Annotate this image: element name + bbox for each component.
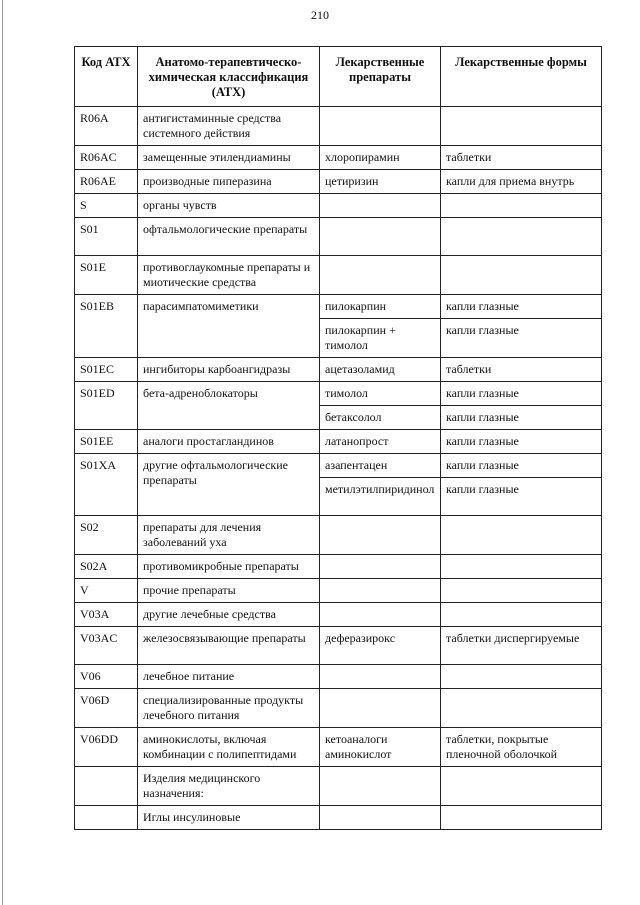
atx-table — [74, 46, 602, 830]
table-row — [75, 358, 602, 382]
table-row — [75, 603, 602, 627]
header-atx-code: Код АТХ — [75, 47, 138, 107]
atx-class-cell: ингибиторы карбоангидразы — [138, 358, 320, 382]
atx-class-cell: аналоги простагландинов — [138, 430, 320, 454]
drug-name-cell: бетаксолол — [320, 406, 441, 430]
drug-name-cell — [320, 603, 441, 627]
table-row — [75, 806, 602, 830]
table-header — [75, 47, 602, 107]
atx-class-cell: противоглаукомные препараты и миотические средства — [138, 256, 320, 295]
atx-code-cell: V — [75, 579, 138, 603]
drug-name-cell: латанопрост — [320, 430, 441, 454]
dosage-form-cell: капли глазные — [441, 478, 602, 516]
table-row — [75, 689, 602, 728]
atx-class-cell: прочие препараты — [138, 579, 320, 603]
atx-class-cell: аминокислоты, включая комбинации с полипептидами — [138, 728, 320, 767]
dosage-form-cell — [441, 603, 602, 627]
atx-class-cell: специализированные продукты лечебного питания — [138, 689, 320, 728]
atx-class-cell: антигистаминные средства системного действия — [138, 107, 320, 146]
atx-code-cell: S01ED — [75, 382, 138, 430]
atx-class-cell: противомикробные препараты — [138, 555, 320, 579]
dosage-form-cell: капли глазные — [441, 454, 602, 478]
drug-name-cell: тимолол — [320, 382, 441, 406]
atx-code-cell: R06AE — [75, 170, 138, 194]
drug-name-cell: пилокарпин — [320, 295, 441, 319]
dosage-form-cell — [441, 516, 602, 555]
dosage-form-cell: капли глазные — [441, 382, 602, 406]
header-dosage-forms: Лекарственные формы — [441, 47, 602, 107]
drug-name-cell: метилэтилпиридинол — [320, 478, 441, 516]
dosage-form-cell: капли глазные — [441, 319, 602, 358]
dosage-form-cell — [441, 107, 602, 146]
drug-name-cell: хлоропирамин — [320, 146, 441, 170]
atx-code-cell: V06DD — [75, 728, 138, 767]
dosage-form-cell — [441, 767, 602, 806]
dosage-form-cell: капли для приема внутрь — [441, 170, 602, 194]
atx-class-cell: органы чувств — [138, 194, 320, 218]
atx-code-cell: S01E — [75, 256, 138, 295]
atx-code-cell: S01XA — [75, 454, 138, 516]
dosage-form-cell — [441, 256, 602, 295]
dosage-form-cell: капли глазные — [441, 295, 602, 319]
drug-name-cell — [320, 107, 441, 146]
table-row — [75, 194, 602, 218]
table-row — [75, 218, 602, 256]
drug-name-cell — [320, 516, 441, 555]
table-row — [75, 146, 602, 170]
atx-class-cell: Изделия медицинского назначения: — [138, 767, 320, 806]
dosage-form-cell: таблетки — [441, 358, 602, 382]
atx-code-cell: V03A — [75, 603, 138, 627]
drug-name-cell: пилокарпин + тимолол — [320, 319, 441, 358]
atx-code-cell: S02 — [75, 516, 138, 555]
atx-code-cell: S01EB — [75, 295, 138, 358]
drug-name-cell — [320, 194, 441, 218]
dosage-form-cell — [441, 194, 602, 218]
table-row — [75, 728, 602, 767]
table-row — [75, 627, 602, 665]
table-row — [75, 107, 602, 146]
atx-code-cell: V06 — [75, 665, 138, 689]
dosage-form-cell — [441, 806, 602, 830]
dosage-form-cell: таблетки, покрытые пленочной оболочкой — [441, 728, 602, 767]
header-drugs: Лекарственные препараты — [320, 47, 441, 107]
atx-class-cell: замещенные этилендиамины — [138, 146, 320, 170]
table-row — [75, 555, 602, 579]
drug-name-cell — [320, 579, 441, 603]
atx-class-cell: лечебное питание — [138, 665, 320, 689]
atx-class-cell: другие офтальмологические препараты — [138, 454, 320, 516]
table-row — [75, 665, 602, 689]
table-row — [75, 295, 602, 319]
atx-code-cell: S01EE — [75, 430, 138, 454]
atx-class-cell: другие лечебные средства — [138, 603, 320, 627]
atx-class-cell: парасимпатомиметики — [138, 295, 320, 358]
drug-name-cell: ацетазоламид — [320, 358, 441, 382]
atx-class-cell: Иглы инсулиновые — [138, 806, 320, 830]
drug-name-cell — [320, 806, 441, 830]
table-row — [75, 516, 602, 555]
dosage-form-cell: таблетки диспергируемые — [441, 627, 602, 665]
drug-name-cell — [320, 256, 441, 295]
table-row — [75, 256, 602, 295]
drug-name-cell — [320, 689, 441, 728]
atx-code-cell: R06AC — [75, 146, 138, 170]
table-row — [75, 382, 602, 406]
atx-class-cell: препараты для лечения заболеваний уха — [138, 516, 320, 555]
table-body — [75, 107, 602, 830]
atx-code-cell — [75, 806, 138, 830]
drug-name-cell: цетиризин — [320, 170, 441, 194]
table-row — [75, 767, 602, 806]
drug-name-cell: кетоаналоги аминокислот — [320, 728, 441, 767]
atx-code-cell: S01 — [75, 218, 138, 256]
dosage-form-cell — [441, 579, 602, 603]
drug-name-cell — [320, 555, 441, 579]
atx-code-cell: V03AC — [75, 627, 138, 665]
atx-code-cell — [75, 767, 138, 806]
atx-class-cell: производные пиперазина — [138, 170, 320, 194]
atx-code-cell: S — [75, 194, 138, 218]
atx-code-cell: S02A — [75, 555, 138, 579]
drug-name-cell — [320, 218, 441, 256]
drug-name-cell: деферазирокс — [320, 627, 441, 665]
header-atx-classification: Анатомо-терапевтическо-химическая классификация (АТХ) — [138, 47, 320, 107]
drug-name-cell: азапентацен — [320, 454, 441, 478]
dosage-form-cell — [441, 665, 602, 689]
dosage-form-cell — [441, 555, 602, 579]
drug-name-cell — [320, 767, 441, 806]
atx-code-cell: R06A — [75, 107, 138, 146]
table-row — [75, 170, 602, 194]
table-row — [75, 454, 602, 478]
page-number: 210 — [311, 8, 329, 22]
dosage-form-cell: таблетки — [441, 146, 602, 170]
dosage-form-cell — [441, 218, 602, 256]
atx-code-cell: S01EC — [75, 358, 138, 382]
drug-name-cell — [320, 665, 441, 689]
header-row — [75, 47, 602, 107]
dosage-form-cell: капли глазные — [441, 406, 602, 430]
scan-left-edge — [2, 0, 3, 905]
atx-class-cell: железосвязывающие препараты — [138, 627, 320, 665]
atx-class-cell: бета-адреноблокаторы — [138, 382, 320, 430]
table-row — [75, 430, 602, 454]
dosage-form-cell: капли глазные — [441, 430, 602, 454]
table-row — [75, 579, 602, 603]
atx-code-cell: V06D — [75, 689, 138, 728]
dosage-form-cell — [441, 689, 602, 728]
atx-class-cell: офтальмологические препараты — [138, 218, 320, 256]
